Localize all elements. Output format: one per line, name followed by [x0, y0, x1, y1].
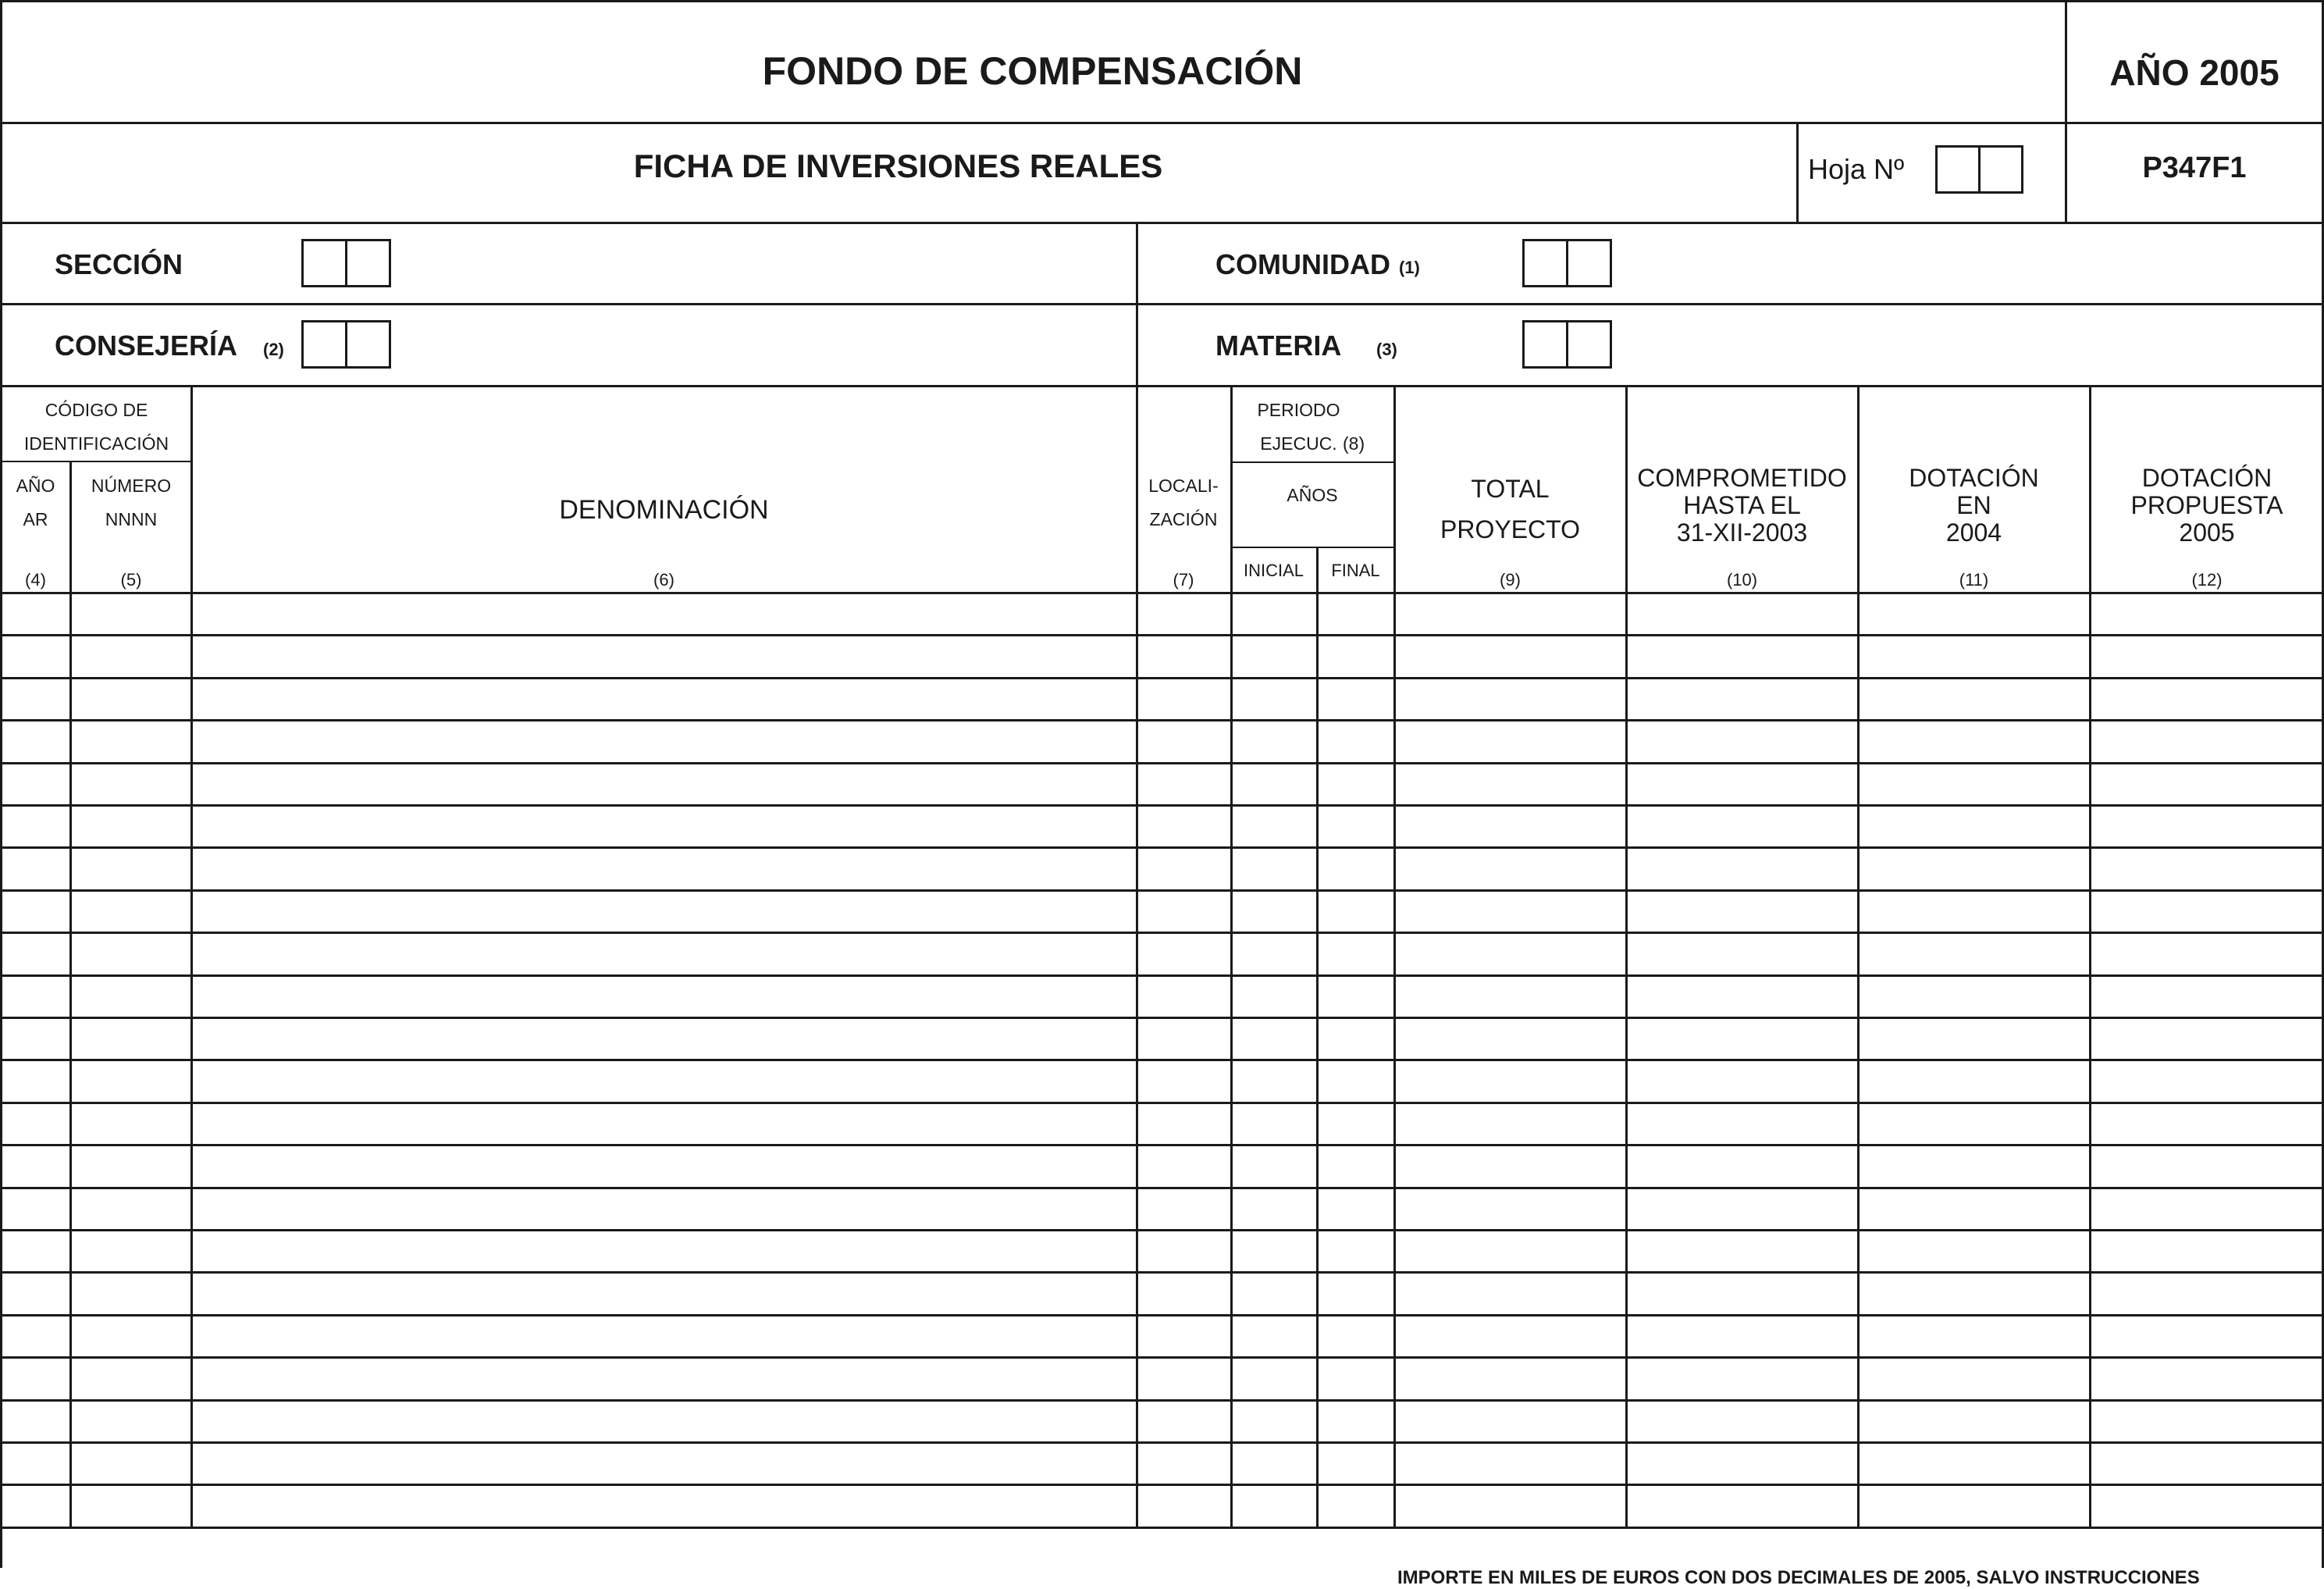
table-cell[interactable] [72, 849, 190, 889]
table-cell[interactable] [1138, 721, 1230, 761]
table-cell[interactable] [2091, 1444, 2322, 1484]
table-cell[interactable] [1138, 1104, 1230, 1144]
divider [1136, 222, 1138, 386]
codigo-header-line2: IDENTIFICACIÓN [23, 433, 169, 454]
table-cell[interactable] [2, 1359, 69, 1398]
table-cell[interactable] [1628, 1274, 1857, 1313]
table-cell[interactable] [2, 1146, 69, 1186]
sheet-label: Hoja Nº [1808, 153, 1905, 185]
grid-row-line [0, 1527, 2324, 1529]
table-cell[interactable] [1396, 721, 1625, 761]
dotacion-2004-header-line1: DOTACIÓN [1909, 464, 2039, 492]
table-cell[interactable] [1396, 1104, 1625, 1144]
table-cell[interactable] [1860, 849, 2089, 889]
comprometido-header-line2: HASTA EL [1683, 491, 1801, 519]
table-cell[interactable] [72, 934, 190, 974]
table-cell[interactable] [1628, 1104, 1857, 1144]
table-cell[interactable] [72, 1444, 190, 1484]
table-cell[interactable] [1319, 594, 1393, 634]
table-cell[interactable] [2, 1019, 69, 1059]
header-subline [0, 461, 193, 462]
table-cell[interactable] [193, 764, 1136, 804]
comunidad-box-1[interactable] [1522, 239, 1568, 287]
year-label: AÑO 2005 [2109, 52, 2280, 93]
table-cell[interactable] [193, 849, 1136, 889]
table-cell[interactable] [1138, 1316, 1230, 1356]
frame-top [0, 0, 2324, 2]
table-cell[interactable] [1628, 1359, 1857, 1398]
table-cell[interactable] [72, 1402, 190, 1441]
table-cell[interactable] [1628, 1486, 1857, 1526]
table-cell[interactable] [1860, 1359, 2089, 1398]
comunidad-note: (1) [1399, 258, 1420, 277]
table-cell[interactable] [72, 1486, 190, 1526]
seccion-box-1[interactable] [301, 239, 347, 287]
table-cell[interactable] [193, 892, 1136, 932]
dotacion-2005-header-line2: PROPUESTA [2130, 491, 2283, 519]
seccion-box-2[interactable] [345, 239, 391, 287]
form-title: FONDO DE COMPENSACIÓN [762, 49, 1303, 93]
comunidad-box-2[interactable] [1566, 239, 1612, 287]
table-cell[interactable] [2091, 679, 2322, 719]
sheet-number-box-1[interactable] [1935, 145, 1981, 194]
table-cell[interactable] [2, 594, 69, 634]
form-code: P347F1 [2142, 151, 2247, 184]
numero-header-number: (5) [120, 570, 142, 590]
table-cell[interactable] [2091, 1231, 2322, 1271]
table-cell[interactable] [1396, 636, 1625, 676]
table-cell[interactable] [1233, 1019, 1316, 1059]
table-cell[interactable] [1860, 1146, 2089, 1186]
table-cell[interactable] [1860, 977, 2089, 1017]
numero-header-line2: NNNN [105, 509, 158, 529]
table-cell[interactable] [1628, 1019, 1857, 1059]
table-cell[interactable] [72, 1019, 190, 1059]
table-cell[interactable] [1233, 977, 1316, 1017]
table-cell[interactable] [1860, 892, 2089, 932]
table-cell[interactable] [1319, 1104, 1393, 1144]
table-cell[interactable] [1396, 1061, 1625, 1101]
table-cell[interactable] [1319, 721, 1393, 761]
table-cell[interactable] [1233, 1104, 1316, 1144]
table-cell[interactable] [2091, 807, 2322, 846]
table-cell[interactable] [193, 636, 1136, 676]
table-cell[interactable] [2091, 1104, 2322, 1144]
table-cell[interactable] [1396, 977, 1625, 1017]
table-cell[interactable] [1233, 1061, 1316, 1101]
table-cell[interactable] [2, 1402, 69, 1441]
table-cell[interactable] [1233, 1359, 1316, 1398]
table-cell[interactable] [1233, 721, 1316, 761]
table-cell[interactable] [1628, 849, 1857, 889]
table-cell[interactable] [1319, 1189, 1393, 1229]
table-cell[interactable] [1319, 1316, 1393, 1356]
materia-box-1[interactable] [1522, 320, 1568, 369]
table-cell[interactable] [193, 1019, 1136, 1059]
table-cell[interactable] [1628, 1402, 1857, 1441]
table-cell[interactable] [1628, 1444, 1857, 1484]
table-cell[interactable] [193, 1231, 1136, 1271]
table-cell[interactable] [1860, 1104, 2089, 1144]
materia-label: MATERIA [1215, 330, 1342, 362]
table-cell[interactable] [193, 1104, 1136, 1144]
table-cell[interactable] [1628, 679, 1857, 719]
table-cell[interactable] [2, 807, 69, 846]
table-cell[interactable] [193, 679, 1136, 719]
consejeria-box-1[interactable] [301, 320, 347, 369]
table-cell[interactable] [1628, 1316, 1857, 1356]
table-cell[interactable] [1319, 1231, 1393, 1271]
dotacion-2004-header-line3: 2004 [1945, 518, 2002, 547]
table-cell[interactable] [1138, 892, 1230, 932]
consejeria-box-2[interactable] [345, 320, 391, 369]
table-cell[interactable] [1319, 1444, 1393, 1484]
table-cell[interactable] [1233, 1274, 1316, 1313]
table-cell[interactable] [1319, 1486, 1393, 1526]
header-subline [1230, 547, 1394, 548]
comunidad-label: COMUNIDAD [1215, 248, 1390, 280]
table-cell[interactable] [1860, 934, 2089, 974]
table-cell[interactable] [1396, 1444, 1625, 1484]
table-cell[interactable] [1396, 1274, 1625, 1313]
table-cell[interactable] [2091, 1061, 2322, 1101]
table-cell[interactable] [193, 594, 1136, 634]
table-cell[interactable] [72, 1189, 190, 1229]
table-cell[interactable] [72, 679, 190, 719]
table-cell[interactable] [72, 764, 190, 804]
table-cell[interactable] [2, 1316, 69, 1356]
final-header: FINAL [1331, 561, 1380, 580]
table-cell[interactable] [1138, 1061, 1230, 1101]
table-cell[interactable] [72, 1231, 190, 1271]
divider [0, 385, 2324, 387]
dotacion-2005-header-line3: 2005 [2179, 518, 2235, 547]
dotacion-2005-header-number: (12) [2191, 570, 2223, 590]
table-cell[interactable] [1233, 1231, 1316, 1271]
periodo-header-number: (8) [1343, 433, 1365, 454]
divider [2065, 0, 2067, 223]
ano-header-line2: AR [23, 509, 48, 529]
table-cell[interactable] [2, 679, 69, 719]
table-cell[interactable] [1628, 807, 1857, 846]
table-cell[interactable] [2, 934, 69, 974]
table-cell[interactable] [1628, 636, 1857, 676]
table-cell[interactable] [1319, 977, 1393, 1017]
table-cell[interactable] [2091, 1359, 2322, 1398]
table-cell[interactable] [1396, 594, 1625, 634]
table-cell[interactable] [1628, 764, 1857, 804]
table-cell[interactable] [193, 721, 1136, 761]
table-cell[interactable] [72, 1104, 190, 1144]
table-cell[interactable] [2091, 594, 2322, 634]
table-cell[interactable] [193, 934, 1136, 974]
table-cell[interactable] [2, 1189, 69, 1229]
table-cell[interactable] [72, 892, 190, 932]
table-cell[interactable] [1233, 764, 1316, 804]
table-cell[interactable] [72, 721, 190, 761]
table-cell[interactable] [1396, 892, 1625, 932]
table-cell[interactable] [1860, 764, 2089, 804]
table-cell[interactable] [72, 594, 190, 634]
table-cell[interactable] [1628, 1189, 1857, 1229]
table-cell[interactable] [2091, 1189, 2322, 1229]
periodo-header-line1: PERIODO [1257, 400, 1340, 420]
table-cell[interactable] [193, 1359, 1136, 1398]
table-cell[interactable] [72, 1316, 190, 1356]
table-cell[interactable] [1138, 1444, 1230, 1484]
table-cell[interactable] [1319, 679, 1393, 719]
table-cell[interactable] [1628, 1146, 1857, 1186]
table-cell[interactable] [1138, 679, 1230, 719]
table-cell[interactable] [72, 1359, 190, 1398]
table-cell[interactable] [2, 1444, 69, 1484]
table-cell[interactable] [1396, 1402, 1625, 1441]
header-subline [1230, 461, 1394, 463]
comprometido-header-line1: COMPROMETIDO [1637, 464, 1847, 492]
table-cell[interactable] [2091, 636, 2322, 676]
table-cell[interactable] [1396, 1019, 1625, 1059]
denominacion-header: DENOMINACIÓN [559, 495, 769, 525]
table-cell[interactable] [1319, 764, 1393, 804]
divider [1796, 122, 1799, 223]
table-cell[interactable] [2091, 1486, 2322, 1526]
table-cell[interactable] [1860, 1231, 2089, 1271]
table-cell[interactable] [1138, 807, 1230, 846]
table-cell[interactable] [1233, 679, 1316, 719]
table-cell[interactable] [2, 1486, 69, 1526]
table-cell[interactable] [1233, 892, 1316, 932]
table-cell[interactable] [2091, 1402, 2322, 1441]
table-cell[interactable] [1319, 1402, 1393, 1441]
table-cell[interactable] [1233, 1316, 1316, 1356]
table-cell[interactable] [1628, 1061, 1857, 1101]
table-cell[interactable] [1319, 636, 1393, 676]
localizacion-header-number: (7) [1173, 570, 1194, 590]
table-cell[interactable] [1860, 1444, 2089, 1484]
table-cell[interactable] [1396, 1486, 1625, 1526]
table-cell[interactable] [1628, 594, 1857, 634]
table-cell[interactable] [1319, 1359, 1393, 1398]
table-cell[interactable] [1138, 1231, 1230, 1271]
table-cell[interactable] [1860, 1402, 2089, 1441]
codigo-header-line1: CÓDIGO DE [44, 400, 148, 420]
table-cell[interactable] [1138, 636, 1230, 676]
table-cell[interactable] [1319, 1061, 1393, 1101]
table-cell[interactable] [1319, 1146, 1393, 1186]
table-cell[interactable] [2091, 934, 2322, 974]
table-cell[interactable] [1860, 807, 2089, 846]
table-cell[interactable] [72, 1146, 190, 1186]
table-cell[interactable] [2, 892, 69, 932]
table-cell[interactable] [1396, 1231, 1625, 1271]
table-cell[interactable] [1138, 1019, 1230, 1059]
table-cell[interactable] [1860, 594, 2089, 634]
table-cell[interactable] [1396, 807, 1625, 846]
table-cell[interactable] [1138, 977, 1230, 1017]
table-cell[interactable] [1319, 934, 1393, 974]
table-cell[interactable] [2, 764, 69, 804]
table-cell[interactable] [193, 807, 1136, 846]
table-cell[interactable] [72, 1061, 190, 1101]
table-cell[interactable] [2091, 1019, 2322, 1059]
table-cell[interactable] [1860, 721, 2089, 761]
table-cell[interactable] [2091, 892, 2322, 932]
table-cell[interactable] [1138, 849, 1230, 889]
table-cell[interactable] [1628, 1231, 1857, 1271]
table-cell[interactable] [1138, 764, 1230, 804]
seccion-label: SECCIÓN [55, 248, 183, 280]
table-cell[interactable] [2, 849, 69, 889]
table-cell[interactable] [1138, 1402, 1230, 1441]
table-cell[interactable] [1233, 807, 1316, 846]
table-cell[interactable] [1138, 934, 1230, 974]
table-cell[interactable] [2091, 764, 2322, 804]
table-cell[interactable] [2091, 977, 2322, 1017]
consejeria-label: CONSEJERÍA [55, 330, 238, 362]
comprometido-header-number: (10) [1726, 570, 1758, 590]
table-cell[interactable] [1233, 1444, 1316, 1484]
periodo-header-line2: EJECUC. [1260, 433, 1337, 454]
table-cell[interactable] [1396, 934, 1625, 974]
table-cell[interactable] [193, 1486, 1136, 1526]
table-cell[interactable] [2091, 1316, 2322, 1356]
table-cell[interactable] [1396, 764, 1625, 804]
table-cell[interactable] [1138, 1359, 1230, 1398]
dotacion-2004-header-line2: EN [1956, 491, 1991, 519]
table-cell[interactable] [2091, 1274, 2322, 1313]
table-cell[interactable] [193, 1316, 1136, 1356]
localizacion-header-line2: ZACIÓN [1149, 509, 1218, 529]
table-cell[interactable] [1396, 679, 1625, 719]
table-cell[interactable] [1860, 1189, 2089, 1229]
materia-note: (3) [1376, 340, 1397, 359]
table-cell[interactable] [193, 1402, 1136, 1441]
table-cell[interactable] [2, 1231, 69, 1271]
total-header-line1: TOTAL [1471, 475, 1550, 503]
table-cell[interactable] [193, 1274, 1136, 1313]
anos-header: AÑOS [1287, 485, 1338, 505]
materia-box-2[interactable] [1566, 320, 1612, 369]
dotacion-2004-header-number: (11) [1959, 570, 1989, 590]
divider [0, 303, 2324, 305]
table-cell[interactable] [2, 1104, 69, 1144]
table-cell[interactable] [1233, 1402, 1316, 1441]
ano-header-line1: AÑO [16, 476, 55, 496]
table-cell[interactable] [1233, 849, 1316, 889]
numero-header-line1: NÚMERO [91, 476, 172, 496]
table-cell[interactable] [72, 807, 190, 846]
inicial-header: INICIAL [1243, 561, 1304, 580]
table-cell[interactable] [1233, 594, 1316, 634]
table-cell[interactable] [1319, 849, 1393, 889]
table-cell[interactable] [1628, 892, 1857, 932]
table-cell[interactable] [2091, 721, 2322, 761]
total-header-line2: PROYECTO [1440, 515, 1580, 543]
table-cell[interactable] [193, 977, 1136, 1017]
table-cell[interactable] [1233, 934, 1316, 974]
sheet-number-box-2[interactable] [1978, 145, 2023, 194]
consejeria-note: (2) [263, 340, 284, 359]
table-cell[interactable] [1319, 807, 1393, 846]
table-cell[interactable] [2, 1061, 69, 1101]
table-cell[interactable] [1396, 849, 1625, 889]
table-cell[interactable] [193, 1189, 1136, 1229]
table-cell[interactable] [1319, 892, 1393, 932]
table-cell[interactable] [1860, 1061, 2089, 1101]
table-cell[interactable] [1138, 1189, 1230, 1229]
table-cell[interactable] [2091, 1146, 2322, 1186]
localizacion-header-line1: LOCALI- [1148, 476, 1219, 496]
table-cell[interactable] [1628, 934, 1857, 974]
form-subtitle: FICHA DE INVERSIONES REALES [633, 148, 1163, 184]
table-cell[interactable] [72, 636, 190, 676]
table-cell[interactable] [1233, 1146, 1316, 1186]
table-cell[interactable] [1138, 1486, 1230, 1526]
divider [0, 222, 2324, 224]
table-cell[interactable] [1319, 1274, 1393, 1313]
table-cell[interactable] [193, 1061, 1136, 1101]
table-cell[interactable] [1860, 1316, 2089, 1356]
table-cell[interactable] [1860, 679, 2089, 719]
dotacion-2005-header-line1: DOTACIÓN [2141, 464, 2272, 492]
table-cell[interactable] [1138, 1274, 1230, 1313]
table-cell[interactable] [2091, 849, 2322, 889]
table-cell[interactable] [1628, 721, 1857, 761]
table-cell[interactable] [193, 1444, 1136, 1484]
table-cell[interactable] [1233, 1189, 1316, 1229]
table-cell[interactable] [2, 1274, 69, 1313]
table-cell[interactable] [2, 636, 69, 676]
table-cell[interactable] [1628, 977, 1857, 1017]
table-cell[interactable] [193, 1146, 1136, 1186]
table-cell[interactable] [1396, 1189, 1625, 1229]
table-cell[interactable] [72, 977, 190, 1017]
comprometido-header-line3: 31-XII-2003 [1676, 518, 1808, 547]
footer-note: IMPORTE EN MILES DE EUROS CON DOS DECIMALES DE 2005, SALVO INSTRUCCIONES [1397, 1567, 2200, 1588]
table-cell[interactable] [1319, 1019, 1393, 1059]
table-cell[interactable] [1396, 1146, 1625, 1186]
table-cell[interactable] [1138, 594, 1230, 634]
table-cell[interactable] [1860, 1486, 2089, 1526]
table-cell[interactable] [1233, 1486, 1316, 1526]
table-cell[interactable] [1860, 636, 2089, 676]
table-cell[interactable] [1396, 1359, 1625, 1398]
denominacion-header-number: (6) [653, 570, 674, 590]
table-cell[interactable] [1138, 1146, 1230, 1186]
table-cell[interactable] [2, 721, 69, 761]
table-cell[interactable] [1860, 1019, 2089, 1059]
total-header-number: (9) [1500, 570, 1521, 590]
divider [0, 122, 2324, 124]
ano-header-number: (4) [25, 570, 46, 590]
table-cell[interactable] [2, 977, 69, 1017]
table-cell[interactable] [1396, 1316, 1625, 1356]
table-cell[interactable] [1233, 636, 1316, 676]
table-cell[interactable] [1860, 1274, 2089, 1313]
table-cell[interactable] [72, 1274, 190, 1313]
